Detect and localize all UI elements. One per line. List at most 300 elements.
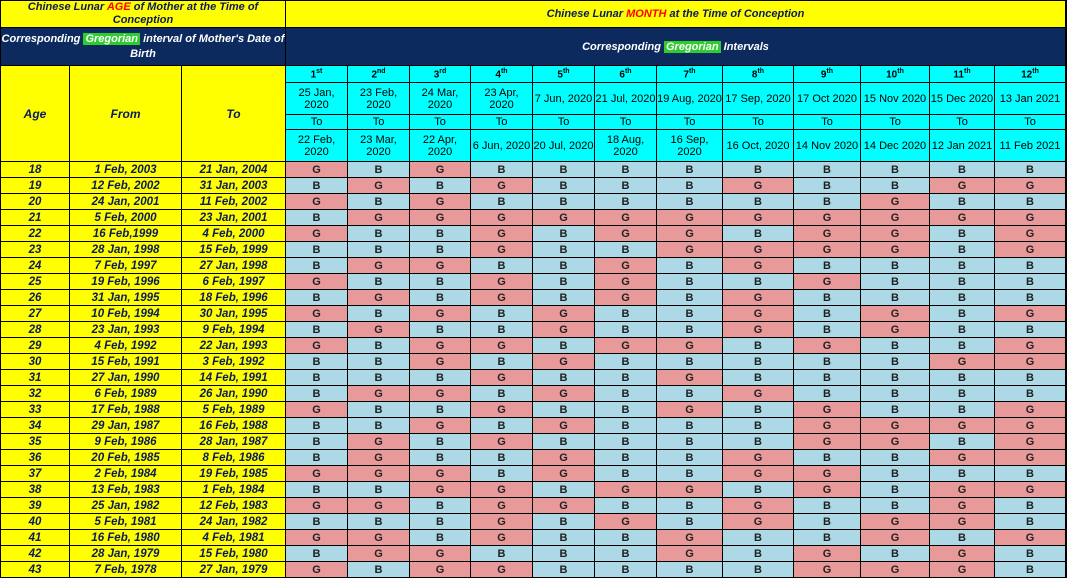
month-2-to-label: To (348, 115, 410, 130)
prediction-cell: B (930, 226, 995, 242)
birth-to-cell: 4 Feb, 1981 (182, 530, 286, 546)
prediction-cell: B (995, 162, 1066, 178)
age-cell: 30 (1, 354, 70, 370)
prediction-cell: G (657, 242, 723, 258)
prediction-cell: G (286, 274, 348, 290)
prediction-cell: G (995, 178, 1066, 194)
prediction-cell: B (794, 322, 861, 338)
prediction-cell: G (410, 258, 471, 274)
month-3-end-date: 22 Apr, 2020 (410, 130, 471, 162)
interval-highlight: Gregorian (85, 32, 139, 45)
prediction-cell: B (861, 162, 930, 178)
birth-to-cell: 11 Feb, 2002 (182, 194, 286, 210)
birth-to-cell: 30 Jan, 1995 (182, 306, 286, 322)
prediction-cell: G (533, 450, 595, 466)
prediction-cell: B (794, 386, 861, 402)
prediction-cell: G (930, 210, 995, 226)
prediction-cell: B (533, 178, 595, 194)
birth-from-cell: 5 Feb, 2000 (70, 210, 182, 226)
birth-to-cell: 27 Jan, 1979 (182, 562, 286, 578)
birth-to-cell: 22 Jan, 1993 (182, 338, 286, 354)
birth-from-cell: 24 Jan, 2001 (70, 194, 182, 210)
prediction-cell: B (930, 370, 995, 386)
prediction-cell: B (286, 482, 348, 498)
month-4-end-date: 6 Jun, 2020 (471, 130, 533, 162)
prediction-cell: B (471, 466, 533, 482)
prediction-cell: B (995, 546, 1066, 562)
prediction-cell: B (533, 194, 595, 210)
birth-from-cell: 23 Jan, 1993 (70, 322, 182, 338)
prediction-cell: B (930, 274, 995, 290)
prediction-cell: G (861, 514, 930, 530)
prediction-cell: B (861, 290, 930, 306)
month-6-start-date: 21 Jul, 2020 (595, 83, 657, 115)
prediction-cell: G (861, 418, 930, 434)
prediction-cell: G (657, 338, 723, 354)
prediction-cell: G (286, 402, 348, 418)
month-title-cell (286, 1, 1066, 28)
prediction-cell: G (410, 162, 471, 178)
prediction-cell: G (471, 498, 533, 514)
prediction-cell: G (794, 338, 861, 354)
prediction-cell: G (723, 466, 794, 482)
table-row (1, 226, 1066, 242)
prediction-cell: G (471, 402, 533, 418)
birth-to-cell: 28 Jan, 1987 (182, 434, 286, 450)
column-header-from: From (70, 66, 182, 162)
month-3-number (410, 66, 471, 83)
column-header-age: Age (1, 66, 70, 162)
table-row (1, 370, 1066, 386)
month-1-end-date: 22 Feb, 2020 (286, 130, 348, 162)
prediction-cell: G (723, 322, 794, 338)
prediction-cell: G (657, 210, 723, 226)
mother-birth-interval-header (1, 28, 286, 66)
prediction-cell: B (595, 434, 657, 450)
prediction-cell: B (471, 450, 533, 466)
age-cell: 26 (1, 290, 70, 306)
birth-to-cell: 5 Feb, 1989 (182, 402, 286, 418)
prediction-cell: G (995, 226, 1066, 242)
age-cell: 34 (1, 418, 70, 434)
prediction-cell: G (861, 306, 930, 322)
prediction-cell: B (995, 498, 1066, 514)
month-11-end-date: 12 Jan 2021 (930, 130, 995, 162)
prediction-cell: B (595, 322, 657, 338)
month-1-number (286, 66, 348, 83)
prediction-cell: B (657, 162, 723, 178)
prediction-cell: B (286, 354, 348, 370)
table-row (1, 386, 1066, 402)
birth-to-cell: 15 Feb, 1999 (182, 242, 286, 258)
prediction-cell: B (471, 354, 533, 370)
prediction-cell: G (410, 354, 471, 370)
age-cell: 22 (1, 226, 70, 242)
prediction-cell: G (533, 418, 595, 434)
prediction-cell: B (794, 370, 861, 386)
birth-from-cell: 16 Feb, 1980 (70, 530, 182, 546)
prediction-cell: B (794, 530, 861, 546)
prediction-cell: B (723, 562, 794, 578)
prediction-cell: B (861, 450, 930, 466)
age-title-cell (1, 1, 286, 28)
birth-from-cell: 4 Feb, 1992 (70, 338, 182, 354)
prediction-cell: G (471, 210, 533, 226)
prediction-cell: G (657, 482, 723, 498)
birth-to-cell: 27 Jan, 1998 (182, 258, 286, 274)
birth-from-cell: 9 Feb, 1986 (70, 434, 182, 450)
prediction-cell: B (533, 562, 595, 578)
prediction-cell: B (861, 466, 930, 482)
prediction-cell: B (794, 498, 861, 514)
prediction-cell: G (410, 482, 471, 498)
birth-to-cell: 19 Feb, 1985 (182, 466, 286, 482)
prediction-cell: B (348, 162, 410, 178)
month-6-number (595, 66, 657, 83)
prediction-cell: B (410, 290, 471, 306)
prediction-cell: B (861, 274, 930, 290)
table-row (1, 450, 1066, 466)
month-number-value: 10 (886, 69, 898, 81)
prediction-cell: G (861, 322, 930, 338)
prediction-cell: B (657, 178, 723, 194)
table-row (1, 354, 1066, 370)
birth-from-cell: 20 Feb, 1985 (70, 450, 182, 466)
prediction-cell: B (595, 354, 657, 370)
prediction-cell: B (410, 370, 471, 386)
table-row (1, 210, 1066, 226)
prediction-cell: B (595, 162, 657, 178)
prediction-cell: G (286, 562, 348, 578)
prediction-cell: B (471, 386, 533, 402)
prediction-cell: B (995, 274, 1066, 290)
birth-from-cell: 15 Feb, 1991 (70, 354, 182, 370)
birth-to-cell: 21 Jan, 2004 (182, 162, 286, 178)
month-number-suffix: th (562, 67, 570, 75)
prediction-cell: G (595, 274, 657, 290)
prediction-cell: G (286, 466, 348, 482)
prediction-cell: G (471, 338, 533, 354)
prediction-cell: B (861, 370, 930, 386)
age-cell: 37 (1, 466, 70, 482)
month-number-value: 5 (557, 69, 563, 81)
prediction-cell: G (410, 338, 471, 354)
prediction-cell: B (723, 226, 794, 242)
prediction-cell: B (723, 354, 794, 370)
month-number-value: 8 (751, 69, 758, 81)
month-7-number (657, 66, 723, 83)
prediction-cell: G (286, 194, 348, 210)
prediction-cell: G (723, 498, 794, 514)
prediction-cell: G (410, 418, 471, 434)
prediction-cell: G (995, 418, 1066, 434)
prediction-cell: G (595, 258, 657, 274)
age-title-word: AGE (106, 1, 131, 13)
prediction-cell: B (861, 546, 930, 562)
prediction-cell: B (794, 306, 861, 322)
prediction-cell: G (723, 450, 794, 466)
prediction-cell: B (930, 434, 995, 450)
prediction-cell: B (595, 242, 657, 258)
month-number-value: 3 (433, 69, 440, 81)
prediction-cell: G (794, 482, 861, 498)
month-9-number (794, 66, 861, 83)
birth-to-cell: 23 Jan, 2001 (182, 210, 286, 226)
prediction-cell: B (995, 386, 1066, 402)
month-8-to-label: To (723, 115, 794, 130)
prediction-cell: G (348, 546, 410, 562)
prediction-cell: G (723, 306, 794, 322)
prediction-cell: B (794, 290, 861, 306)
prediction-cell: G (471, 514, 533, 530)
table-row (1, 290, 1066, 306)
column-header-to: To (182, 66, 286, 162)
month-number-value: 2 (371, 69, 377, 81)
birth-to-cell: 1 Feb, 1984 (182, 482, 286, 498)
birth-from-cell: 1 Feb, 2003 (70, 162, 182, 178)
prediction-cell: B (533, 338, 595, 354)
month-number-suffix: th (688, 67, 696, 75)
prediction-cell: B (995, 370, 1066, 386)
age-cell: 20 (1, 194, 70, 210)
prediction-cell: G (657, 226, 723, 242)
month-2-number (348, 66, 410, 83)
interval-pre: Corresponding (1, 32, 84, 45)
prediction-cell: B (410, 530, 471, 546)
age-cell: 35 (1, 434, 70, 450)
age-cell: 42 (1, 546, 70, 562)
prediction-cell: B (595, 306, 657, 322)
month-8-number (723, 66, 794, 83)
prediction-cell: B (533, 290, 595, 306)
prediction-cell: G (286, 226, 348, 242)
month-12-start-date: 13 Jan 2021 (995, 83, 1066, 115)
prediction-cell: B (348, 242, 410, 258)
prediction-cell: B (410, 274, 471, 290)
prediction-cell: B (995, 290, 1066, 306)
prediction-cell: G (723, 290, 794, 306)
prediction-cell: G (995, 338, 1066, 354)
prediction-cell: G (533, 210, 595, 226)
age-cell: 18 (1, 162, 70, 178)
month-12-end-date: 11 Feb 2021 (995, 130, 1066, 162)
prediction-cell: B (657, 194, 723, 210)
prediction-cell: G (995, 402, 1066, 418)
prediction-cell: G (348, 434, 410, 450)
prediction-cell: G (348, 386, 410, 402)
month-number-suffix: th (897, 67, 904, 75)
prediction-cell: G (595, 210, 657, 226)
birth-from-cell: 25 Jan, 1982 (70, 498, 182, 514)
prediction-cell: B (861, 482, 930, 498)
prediction-cell: G (930, 450, 995, 466)
prediction-cell: G (794, 402, 861, 418)
month-number-suffix: rd (439, 67, 447, 75)
prediction-cell: B (995, 322, 1066, 338)
prediction-cell: G (723, 178, 794, 194)
month-number-value: 6 (619, 69, 625, 81)
prediction-cell: G (794, 434, 861, 450)
prediction-cell: B (410, 242, 471, 258)
age-cell: 31 (1, 370, 70, 386)
prediction-cell: B (595, 562, 657, 578)
birth-from-cell: 10 Feb, 1994 (70, 306, 182, 322)
month-9-to-label: To (794, 115, 861, 130)
prediction-cell: G (471, 290, 533, 306)
prediction-cell: B (286, 322, 348, 338)
table-row (1, 306, 1066, 322)
birth-from-cell: 7 Feb, 1997 (70, 258, 182, 274)
prediction-cell: B (930, 306, 995, 322)
prediction-cell: B (533, 546, 595, 562)
prediction-cell: G (794, 226, 861, 242)
month-5-start-date: 7 Jun, 2020 (533, 83, 595, 115)
prediction-cell: G (861, 226, 930, 242)
prediction-cell: G (595, 482, 657, 498)
prediction-cell: G (995, 482, 1066, 498)
prediction-cell: G (930, 498, 995, 514)
prediction-cell: B (723, 530, 794, 546)
table-row (1, 258, 1066, 274)
prediction-cell: B (533, 482, 595, 498)
birth-to-cell: 15 Feb, 1980 (182, 546, 286, 562)
prediction-cell: B (595, 466, 657, 482)
month-5-number (533, 66, 595, 83)
prediction-cell: B (723, 194, 794, 210)
prediction-cell: B (861, 402, 930, 418)
prediction-cell: G (723, 514, 794, 530)
age-cell: 28 (1, 322, 70, 338)
prediction-cell: B (861, 338, 930, 354)
month-number-value: 7 (683, 69, 689, 81)
month-1-start-date: 25 Jan, 2020 (286, 83, 348, 115)
prediction-cell: B (286, 418, 348, 434)
prediction-cell: B (286, 258, 348, 274)
month-title-post: at the Time of Conception (666, 8, 805, 20)
prediction-cell: G (723, 258, 794, 274)
prediction-cell: B (930, 194, 995, 210)
prediction-cell: G (286, 530, 348, 546)
prediction-cell: B (471, 418, 533, 434)
table-row (1, 402, 1066, 418)
birth-from-cell: 5 Feb, 1981 (70, 514, 182, 530)
prediction-cell: B (794, 194, 861, 210)
prediction-cell: B (286, 434, 348, 450)
birth-from-cell: 12 Feb, 2002 (70, 178, 182, 194)
age-cell: 36 (1, 450, 70, 466)
prediction-cell: B (471, 322, 533, 338)
birth-to-cell: 9 Feb, 1994 (182, 322, 286, 338)
age-cell: 38 (1, 482, 70, 498)
prediction-cell: G (471, 562, 533, 578)
prediction-cell: B (595, 418, 657, 434)
prediction-cell: B (471, 194, 533, 210)
prediction-cell: B (348, 274, 410, 290)
month-number-value: 12 (1021, 69, 1033, 81)
prediction-cell: B (930, 466, 995, 482)
prediction-cell: B (595, 370, 657, 386)
prediction-cell: B (657, 466, 723, 482)
month-10-start-date: 15 Nov 2020 (861, 83, 930, 115)
prediction-cell: G (861, 562, 930, 578)
prediction-cell: B (410, 178, 471, 194)
prediction-cell: B (794, 450, 861, 466)
prediction-cell: G (348, 530, 410, 546)
prediction-cell: B (595, 194, 657, 210)
prediction-cell: G (348, 178, 410, 194)
prediction-cell: G (348, 258, 410, 274)
month-1-to-label: To (286, 115, 348, 130)
prediction-cell: B (995, 258, 1066, 274)
prediction-cell: B (657, 386, 723, 402)
prediction-cell: G (410, 466, 471, 482)
prediction-cell: B (533, 242, 595, 258)
table-row (1, 162, 1066, 178)
table-row (1, 466, 1066, 482)
birth-from-cell: 16 Feb,1999 (70, 226, 182, 242)
birth-from-cell: 29 Jan, 1987 (70, 418, 182, 434)
prediction-cell: B (533, 530, 595, 546)
prediction-cell: B (595, 178, 657, 194)
age-cell: 32 (1, 386, 70, 402)
prediction-cell: G (995, 242, 1066, 258)
intervals-highlight: Gregorian (666, 40, 719, 53)
prediction-cell: B (348, 562, 410, 578)
month-2-end-date: 23 Mar, 2020 (348, 130, 410, 162)
prediction-cell: G (471, 178, 533, 194)
prediction-cell: B (286, 370, 348, 386)
prediction-cell: B (286, 514, 348, 530)
prediction-cell: G (794, 562, 861, 578)
month-5-end-date: 20 Jul, 2020 (533, 130, 595, 162)
prediction-cell: G (657, 370, 723, 386)
prediction-cell: B (348, 338, 410, 354)
prediction-cell: B (286, 210, 348, 226)
table-row (1, 274, 1066, 290)
month-9-start-date: 17 Oct 2020 (794, 83, 861, 115)
interval-post: interval of Mother's Date of Birth (130, 32, 285, 60)
birth-from-cell: 28 Jan, 1998 (70, 242, 182, 258)
prediction-cell: B (595, 498, 657, 514)
birth-from-cell: 6 Feb, 1989 (70, 386, 182, 402)
prediction-cell: B (348, 226, 410, 242)
prediction-cell: G (861, 530, 930, 546)
month-number-suffix: st (316, 67, 323, 75)
month-number-suffix: th (963, 67, 971, 75)
month-number-value: 4 (495, 69, 501, 81)
prediction-cell: G (533, 354, 595, 370)
age-title-pre: Chinese Lunar (27, 1, 107, 13)
prediction-cell: B (723, 482, 794, 498)
prediction-cell: G (723, 242, 794, 258)
prediction-cell: B (930, 258, 995, 274)
prediction-cell: G (657, 546, 723, 562)
prediction-cell: B (286, 242, 348, 258)
month-5-to-label: To (533, 115, 595, 130)
prediction-cell: B (794, 162, 861, 178)
birth-to-cell: 26 Jan, 1990 (182, 386, 286, 402)
prediction-cell: G (723, 210, 794, 226)
prediction-cell: B (533, 370, 595, 386)
prediction-cell: G (595, 338, 657, 354)
prediction-cell: G (471, 242, 533, 258)
prediction-cell: B (930, 322, 995, 338)
prediction-cell: G (595, 226, 657, 242)
prediction-cell: B (410, 514, 471, 530)
month-number-suffix: th (826, 67, 834, 75)
prediction-cell: B (995, 466, 1066, 482)
prediction-cell: G (533, 498, 595, 514)
